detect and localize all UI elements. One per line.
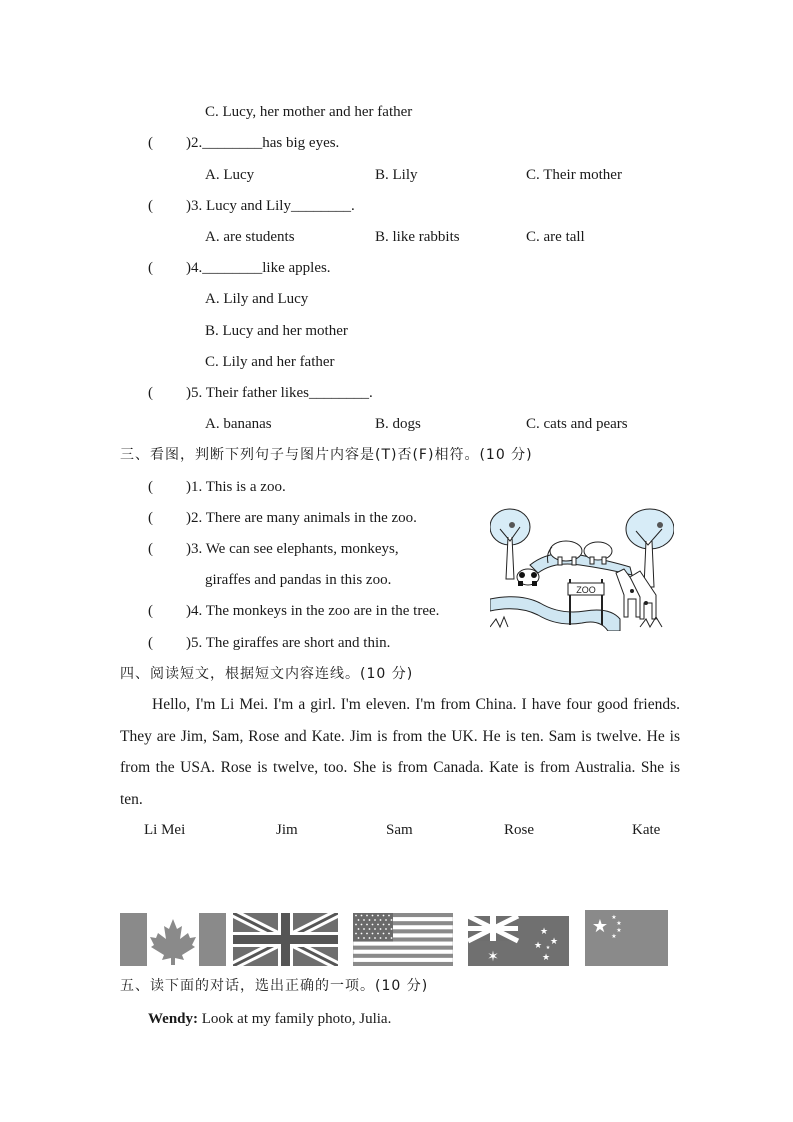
name-sam: Sam — [386, 822, 413, 838]
q2-paren: ( — [148, 135, 153, 151]
speaker-wendy: Wendy: — [148, 1011, 199, 1027]
s3-q5-text: )5. The giraffes are short and thin. — [186, 635, 391, 651]
svg-text:★: ★ — [611, 914, 617, 921]
canada-flag-icon — [120, 913, 226, 966]
svg-text:✶: ✶ — [487, 949, 499, 965]
q4-paren: ( — [148, 260, 153, 276]
tree-left-icon — [490, 509, 530, 579]
q3-paren: ( — [148, 198, 153, 214]
uk-flag-icon — [233, 913, 338, 966]
q4-option-b: B. Lucy and her mother — [205, 323, 348, 339]
svg-text:★: ★ — [591, 916, 609, 937]
svg-text:★: ★ — [616, 920, 622, 927]
svg-text:★: ★ — [541, 953, 551, 963]
s3-q1-text: )1. This is a zoo. — [186, 479, 286, 495]
q1-option-c: C. Lucy, her mother and her father — [205, 104, 413, 120]
q5-option-b: B. dogs — [375, 416, 421, 432]
name-kate: Kate — [632, 822, 661, 838]
china-flag-icon — [585, 910, 668, 966]
q2-option-b: B. Lily — [375, 167, 418, 183]
passage-text: Hello, I'm Li Mei. I'm a girl. I'm eleven. I'm from China. I have four good friends. They are Jim, Sam, Rose and Kate. Jim is from the UK. He is ten. Sam is twelve. He is from the USA. Rose is twelve, too. She is from Canada. Kate is from Australia. She is ten. — [120, 696, 680, 808]
s3-q3-text-cont: giraffes and pandas in this zoo. — [205, 572, 392, 588]
reading-passage — [120, 689, 680, 815]
s3-q2-paren: ( — [148, 510, 153, 526]
zoo-illustration — [490, 507, 674, 631]
s3-q3-paren: ( — [148, 541, 153, 557]
q3-option-b: B. like rabbits — [375, 229, 460, 245]
q4-option-a: A. Lily and Lucy — [205, 291, 309, 307]
q5-option-a: A. bananas — [205, 416, 272, 432]
svg-text:★: ★ — [616, 927, 622, 934]
q2-stem: )2.________has big eyes. — [186, 135, 340, 151]
q2-option-a: A. Lucy — [205, 167, 255, 183]
q4-stem: )4.________like apples. — [186, 260, 331, 276]
q5-paren: ( — [148, 385, 153, 401]
q2-option-c: C. Their mother — [526, 167, 622, 183]
q4-option-c: C. Lily and her father — [205, 354, 335, 370]
s3-q4-paren: ( — [148, 603, 153, 619]
name-jim: Jim — [276, 822, 298, 838]
s3-q5-paren: ( — [148, 635, 153, 651]
section5-title: 五、读下面的对话，选出正确的一项。(10 分) — [120, 978, 429, 994]
svg-text:★: ★ — [549, 937, 559, 947]
name-rose: Rose — [504, 822, 534, 838]
svg-text:★: ★ — [611, 933, 617, 940]
q5-stem: )5. Their father likes________. — [186, 385, 373, 401]
q5-option-c: C. cats and pears — [526, 416, 628, 432]
australia-flag-icon — [468, 916, 569, 966]
section3-title: 三、看图，判断下列句子与图片内容是(T)否(F)相符。(10 分) — [120, 447, 533, 463]
panda-icon — [517, 569, 539, 586]
usa-flag-icon — [353, 913, 453, 966]
q3-stem: )3. Lucy and Lily________. — [186, 198, 355, 214]
s3-q1-paren: ( — [148, 479, 153, 495]
q3-option-a: A. are students — [205, 229, 295, 245]
s3-q4-text: )4. The monkeys in the zoo are in the tree. — [186, 603, 440, 619]
s3-q3-text: )3. We can see elephants, monkeys, — [186, 541, 399, 557]
s3-q2-text: )2. There are many animals in the zoo. — [186, 510, 417, 526]
dialogue-text: Look at my family photo, Julia. — [198, 1011, 392, 1027]
section4-title: 四、阅读短文，根据短文内容连线。(10 分) — [120, 666, 414, 682]
svg-text:★: ★ — [539, 927, 549, 937]
svg-text:★: ★ — [533, 941, 543, 951]
q3-option-c: C. are tall — [526, 229, 585, 245]
dialogue-line-1 — [148, 1010, 391, 1028]
svg-text:★: ★ — [545, 945, 551, 951]
svg-text:ZOO: ZOO — [576, 585, 596, 595]
name-li-mei: Li Mei — [144, 822, 186, 838]
